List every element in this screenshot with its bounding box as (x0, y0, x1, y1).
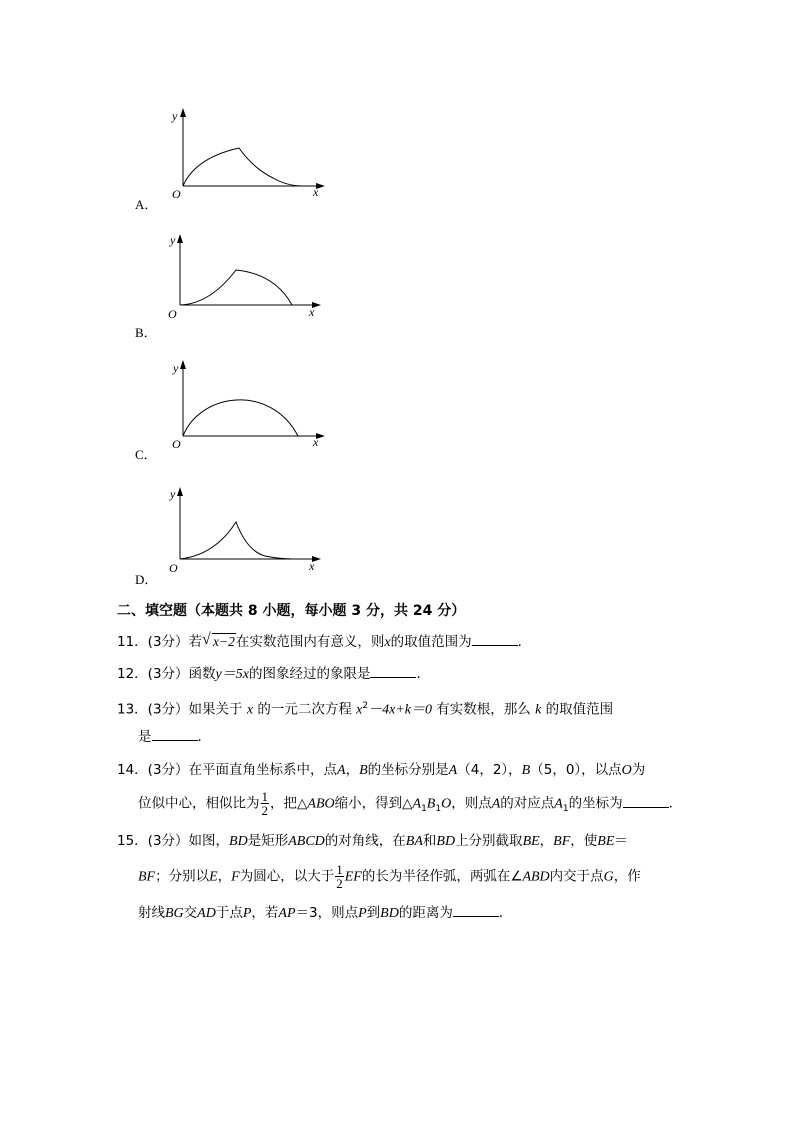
section-title: 二、填空题（本题共 8 小题，每小题 3 分，共 24 分） (117, 603, 466, 619)
q15-text: ；分别以 (155, 868, 210, 885)
fraction-numerator: 1 (261, 789, 268, 804)
curve-b (180, 270, 292, 305)
question-12 (117, 664, 430, 685)
q11-var: x (384, 635, 391, 650)
x-axis-label: x (309, 559, 315, 573)
q14-text: 位似中心，相似比为 (138, 795, 260, 812)
q15-text: 是矩形 (247, 833, 289, 849)
q15-var: F (231, 869, 240, 885)
q15-var: BD (436, 834, 456, 849)
q14-text: （5，0），以点 (530, 762, 622, 778)
question-15-line3 (138, 903, 512, 924)
q13-text: 如果关于 (188, 701, 243, 718)
q13-eq: x (356, 702, 363, 718)
q15-text: 的长为半径作弧，两弧在∠ (361, 868, 523, 885)
fraction-denominator: 2 (336, 876, 343, 891)
q15-text: ，作 (613, 868, 641, 885)
q15-var: BF (553, 834, 571, 849)
q14-text: ， (345, 762, 360, 778)
q15-text: ＝3，则点 (295, 905, 359, 921)
q14-var: A (448, 763, 458, 778)
fraction-numerator: 1 (336, 862, 343, 877)
q15-text: 于点 (215, 905, 243, 921)
q11-text: 的取值范围为 (390, 634, 472, 650)
q15-text: 的距离为 (398, 905, 453, 921)
q15-text: 如图， (188, 833, 230, 849)
graph-c-svg (135, 358, 335, 463)
q13-eq: －4x+k＝0 (368, 702, 432, 718)
y-axis-label: y (172, 109, 178, 123)
q14-text: 的对应点 (500, 795, 555, 812)
y-axis-label: y (170, 487, 176, 501)
q15-var: ABCD (288, 834, 325, 849)
q14-fraction (261, 790, 270, 817)
q14-text: （4，2）， (457, 762, 522, 778)
q15-text: 内交于点 (549, 868, 604, 885)
origin-label: O (172, 437, 181, 451)
origin-label: O (172, 187, 181, 201)
q14-var: A (491, 796, 501, 812)
q15-text: 和 (422, 833, 437, 849)
y-axis-label: y (173, 361, 179, 375)
q15-var: BD (380, 906, 399, 921)
q13-text: 的一元二次方程 (257, 701, 352, 718)
curve-a (183, 148, 303, 186)
q15-blank[interactable] (453, 904, 499, 917)
q12-text: 的图象经过的象限是 (248, 666, 371, 682)
q12-end: ． (416, 666, 430, 682)
option-a-label: A． (135, 197, 158, 212)
q12-expr: y＝5x (215, 667, 249, 682)
q12-blank[interactable] (370, 665, 416, 678)
q14-var: A (554, 796, 563, 812)
q15-var: ABD (522, 869, 550, 885)
q14-var: A (412, 796, 422, 812)
x-axis-label: x (313, 435, 319, 449)
q15-var: BG (165, 906, 184, 921)
option-c-label: C． (135, 447, 157, 462)
option-a-graph (135, 108, 335, 213)
q14-end: ． (668, 795, 683, 812)
q15-text: 的对角线，在 (324, 833, 406, 849)
q13-sup: 2 (362, 701, 369, 711)
q14-var: ABO (307, 796, 335, 812)
q14-text: ，则点 (451, 795, 492, 812)
q14-var: B (521, 763, 531, 778)
q12-text: 函数 (188, 666, 216, 682)
q15-var: EF (344, 869, 362, 885)
question-14 (117, 760, 645, 781)
q15-var: BF (138, 869, 156, 885)
q14-text: 缩小，得到△ (334, 795, 413, 812)
q13-var: x (246, 702, 254, 718)
q15-text: ， (539, 833, 554, 849)
question-13 (117, 696, 613, 721)
q15-var: G (603, 869, 614, 885)
q15-text: 射线 (138, 905, 165, 921)
graph-b-svg (135, 232, 335, 337)
q13-number: 13．(3分） (117, 701, 189, 718)
question-15-line2 (138, 863, 641, 890)
q14-var: O (621, 763, 632, 778)
origin-label: O (169, 561, 178, 575)
option-b-graph (135, 232, 335, 340)
q11-number: 11．(3分） (117, 634, 189, 650)
question-13-line2 (138, 727, 211, 747)
q14-var: B (359, 763, 368, 778)
q13-blank[interactable] (152, 728, 198, 741)
origin-label: O (168, 307, 177, 321)
option-d-label: D． (135, 572, 158, 587)
question-14-line2 (138, 790, 682, 819)
q14-sub: 1 (562, 804, 569, 815)
q15-var: BE (597, 834, 615, 849)
question-11 (117, 632, 531, 653)
q11-end: ． (517, 634, 532, 650)
q15-number: 15．(3分） (117, 833, 189, 849)
q11-text: 若 (188, 634, 203, 650)
q15-var: AD (197, 906, 216, 921)
q11-sqrt: √ x−2 (202, 631, 235, 649)
curve-c (183, 400, 298, 436)
q15-text: ，若 (251, 905, 279, 921)
curve-d (180, 522, 293, 559)
q13-text: 有实数根，那么 (436, 701, 531, 718)
fraction-denominator: 2 (261, 803, 268, 818)
q15-text: ， (217, 868, 232, 885)
q14-text: 的坐标为 (568, 795, 623, 812)
graph-d-svg (135, 483, 335, 588)
q15-text: 上分别截取 (455, 833, 523, 849)
q14-var: A (337, 763, 346, 778)
q15-var: P (358, 906, 367, 921)
question-15 (117, 831, 628, 852)
q15-text: 为圆心，以大于 (239, 868, 335, 885)
q15-text: 到 (366, 905, 381, 921)
q14-number: 14．(3分） (117, 762, 189, 778)
q14-sub: 1 (421, 804, 427, 815)
option-d-graph (135, 483, 335, 588)
q14-sub: 1 (435, 804, 442, 815)
q11-blank[interactable] (472, 633, 518, 646)
q14-blank[interactable] (623, 795, 669, 808)
q15-fraction (335, 863, 344, 890)
q15-var: BD (229, 834, 248, 849)
x-axis-label: x (309, 305, 315, 319)
q14-text: 的坐标分别是 (367, 762, 449, 778)
q15-text: ＝ (614, 833, 628, 849)
q14-text: 为 (631, 762, 646, 778)
q14-text: ，把△ (270, 795, 308, 812)
q14-text: 在平面直角坐标系中，点 (188, 762, 338, 778)
q15-end: ． (498, 905, 513, 921)
x-axis-label: x (313, 185, 319, 199)
q15-var: E (209, 869, 218, 885)
option-c-graph (135, 358, 335, 463)
q13-var: k (535, 702, 542, 718)
q15-var: BA (405, 834, 423, 849)
q15-text: ，使 (570, 833, 598, 849)
option-b-label: B． (135, 325, 157, 340)
q14-var: O (441, 796, 452, 812)
q12-number: 12．(3分） (117, 666, 189, 682)
q13-end: ． (197, 729, 211, 745)
q14-var: B (426, 796, 436, 812)
q15-var: BE (522, 834, 540, 849)
q13-text: 的取值范围 (545, 701, 614, 718)
graph-a-svg (135, 108, 335, 213)
q13-text: 是 (138, 729, 152, 745)
q15-var: AP (278, 906, 296, 921)
q11-text: 在实数范围内有意义，则 (235, 634, 385, 650)
q11-radicand: x−2 (213, 634, 235, 649)
y-axis-label: y (170, 233, 176, 247)
q15-text: 交 (183, 905, 198, 921)
q15-var: P (242, 906, 252, 921)
